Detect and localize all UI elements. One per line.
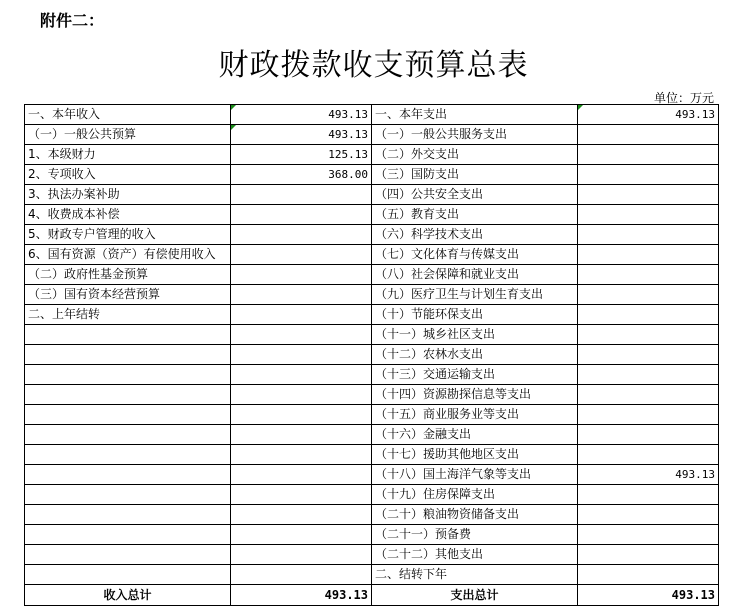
- income-label-cell[interactable]: [25, 525, 231, 545]
- expense-value-cell[interactable]: [578, 545, 719, 565]
- expense-label-cell[interactable]: [372, 245, 578, 265]
- expense-label-cell[interactable]: [372, 125, 578, 145]
- table-row: [25, 365, 719, 385]
- expense-label-cell[interactable]: [372, 285, 578, 305]
- table-row: [25, 465, 719, 485]
- income-label: （二）政府性基金预算: [28, 267, 149, 281]
- table-row: [25, 345, 719, 365]
- expense-total-value[interactable]: 493.13: [578, 585, 719, 606]
- income-value-cell[interactable]: [231, 445, 372, 465]
- table-row: [25, 265, 719, 285]
- expense-label-cell[interactable]: [372, 145, 578, 165]
- table-row: [25, 425, 719, 445]
- table-row: [25, 525, 719, 545]
- expense-label: （十七）援助其他地区支出: [375, 447, 520, 461]
- table-row: [25, 185, 719, 205]
- income-label: 二、上年结转: [28, 307, 101, 321]
- expense-value-cell[interactable]: [578, 525, 719, 545]
- income-label-cell[interactable]: [25, 405, 231, 425]
- income-label-cell[interactable]: [25, 425, 231, 445]
- expense-label-cell[interactable]: [372, 485, 578, 505]
- expense-label: 二、结转下年: [375, 567, 448, 581]
- expense-value-cell[interactable]: [578, 125, 719, 145]
- table-row: [25, 545, 719, 565]
- expense-value-cell[interactable]: [578, 565, 719, 585]
- expense-label-cell[interactable]: [372, 345, 578, 365]
- expense-total-label[interactable]: 支出总计: [372, 585, 578, 606]
- income-label-cell[interactable]: [25, 185, 231, 205]
- expense-label-cell[interactable]: [372, 425, 578, 445]
- income-label-cell[interactable]: [25, 205, 231, 225]
- income-value-cell[interactable]: [231, 365, 372, 385]
- income-value-cell[interactable]: [231, 325, 372, 345]
- income-label-cell[interactable]: [25, 225, 231, 245]
- expense-label: （十九）住房保障支出: [375, 487, 496, 501]
- income-value-cell[interactable]: [231, 245, 372, 265]
- income-value: 125.13: [328, 148, 368, 161]
- table-row: [25, 385, 719, 405]
- expense-label-cell[interactable]: [372, 545, 578, 565]
- expense-label: （十六）金融支出: [375, 427, 472, 441]
- income-value-cell[interactable]: [231, 385, 372, 405]
- income-label: 3、执法办案补助: [28, 187, 120, 201]
- income-value-cell[interactable]: [231, 225, 372, 245]
- expense-label: （六）科学技术支出: [375, 227, 484, 241]
- expense-label: （五）教育支出: [375, 207, 460, 221]
- expense-label-cell[interactable]: [372, 525, 578, 545]
- expense-value-cell[interactable]: [578, 325, 719, 345]
- income-label: 4、收费成本补偿: [28, 207, 120, 221]
- income-label-cell[interactable]: [25, 285, 231, 305]
- table-row: [25, 565, 719, 585]
- income-label-cell[interactable]: [25, 385, 231, 405]
- expense-label-cell[interactable]: [372, 105, 578, 125]
- expense-label-cell[interactable]: [372, 565, 578, 585]
- expense-value-cell[interactable]: [578, 445, 719, 465]
- expense-value-cell[interactable]: [578, 305, 719, 325]
- income-value-cell[interactable]: [231, 345, 372, 365]
- expense-label: （十）节能环保支出: [375, 307, 484, 321]
- income-value-cell[interactable]: [231, 465, 372, 485]
- income-value-cell[interactable]: [231, 125, 372, 145]
- expense-label: （二）外交支出: [375, 147, 460, 161]
- income-label: （一）一般公共预算: [28, 127, 137, 141]
- expense-label-cell[interactable]: [372, 305, 578, 325]
- expense-value: 493.13: [675, 468, 715, 481]
- expense-label-cell[interactable]: [372, 365, 578, 385]
- expense-label-cell[interactable]: [372, 445, 578, 465]
- expense-label-cell[interactable]: [372, 505, 578, 525]
- cell-marker-icon: [231, 125, 236, 130]
- income-label-cell[interactable]: [25, 245, 231, 265]
- expense-value-cell[interactable]: [578, 365, 719, 385]
- income-label: 2、专项收入: [28, 167, 96, 181]
- expense-value: 493.13: [675, 108, 715, 121]
- income-label: 5、财政专户管理的收入: [28, 227, 156, 241]
- expense-value-cell[interactable]: [578, 505, 719, 525]
- income-label-cell[interactable]: [25, 305, 231, 325]
- income-label-cell[interactable]: [25, 165, 231, 185]
- cell-marker-icon: [578, 105, 583, 110]
- expense-value-cell[interactable]: [578, 465, 719, 485]
- expense-label: （二十二）其他支出: [375, 547, 484, 561]
- expense-label: （十三）交通运输支出: [375, 367, 496, 381]
- table-row: [25, 285, 719, 305]
- income-value-cell[interactable]: [231, 145, 372, 165]
- expense-label: （十八）国土海洋气象等支出: [375, 467, 532, 481]
- cell-marker-icon: [231, 105, 236, 110]
- income-value-cell[interactable]: [231, 505, 372, 525]
- expense-value-cell[interactable]: [578, 225, 719, 245]
- income-total-label[interactable]: 收入总计: [25, 585, 231, 606]
- income-value-cell[interactable]: [231, 545, 372, 565]
- income-value-cell[interactable]: [231, 525, 372, 545]
- table-row: [25, 305, 719, 325]
- expense-value-cell[interactable]: [578, 145, 719, 165]
- income-label-cell[interactable]: [25, 145, 231, 165]
- attachment-label: 附件二：: [40, 11, 105, 30]
- income-value-cell[interactable]: [231, 105, 372, 125]
- income-value-cell[interactable]: [231, 185, 372, 205]
- income-label-cell[interactable]: [25, 365, 231, 385]
- expense-value-cell[interactable]: [578, 425, 719, 445]
- income-label: 1、本级财力: [28, 147, 96, 161]
- income-value-cell[interactable]: [231, 285, 372, 305]
- income-value: 368.00: [328, 168, 368, 181]
- expense-value-cell[interactable]: [578, 345, 719, 365]
- expense-value-cell[interactable]: [578, 285, 719, 305]
- expense-value-cell[interactable]: [578, 245, 719, 265]
- expense-value-cell[interactable]: [578, 485, 719, 505]
- income-value-cell[interactable]: [231, 565, 372, 585]
- expense-value-cell[interactable]: [578, 185, 719, 205]
- income-label-cell[interactable]: [25, 505, 231, 525]
- expense-label: （七）文化体育与传媒支出: [375, 247, 520, 261]
- income-label-cell[interactable]: [25, 445, 231, 465]
- income-label-cell[interactable]: [25, 265, 231, 285]
- table-row: [25, 505, 719, 525]
- expense-label: 一、本年支出: [375, 107, 448, 121]
- table-row: [25, 325, 719, 345]
- income-label-cell[interactable]: [25, 565, 231, 585]
- income-label: 6、国有资源（资产）有偿使用收入: [28, 247, 216, 261]
- income-value-cell[interactable]: [231, 485, 372, 505]
- expense-label-cell[interactable]: [372, 325, 578, 345]
- expense-label: （十四）资源勘探信息等支出: [375, 387, 532, 401]
- page-title: 财政拨款收支预算总表: [218, 48, 529, 83]
- expense-value-cell[interactable]: [578, 405, 719, 425]
- income-value-cell[interactable]: [231, 205, 372, 225]
- expense-label: （四）公共安全支出: [375, 187, 484, 201]
- expense-label-cell[interactable]: [372, 405, 578, 425]
- expense-label: （十二）农林水支出: [375, 347, 484, 361]
- table-row: [25, 445, 719, 465]
- table-row: [25, 165, 719, 185]
- expense-value-cell[interactable]: [578, 265, 719, 285]
- income-total-value[interactable]: 493.13: [231, 585, 372, 606]
- income-label-cell[interactable]: [25, 125, 231, 145]
- income-value-cell[interactable]: [231, 425, 372, 445]
- income-label-cell[interactable]: [25, 105, 231, 125]
- totals-row: [25, 585, 719, 606]
- table-row: [25, 225, 719, 245]
- expense-label: （二十）粮油物资储备支出: [375, 507, 520, 521]
- table-row: [25, 245, 719, 265]
- budget-table: [24, 104, 719, 606]
- income-label-cell[interactable]: [25, 325, 231, 345]
- expense-label-cell[interactable]: [372, 185, 578, 205]
- table-row: [25, 485, 719, 505]
- expense-label: （一）一般公共服务支出: [375, 127, 508, 141]
- income-label-cell[interactable]: [25, 465, 231, 485]
- income-label: 一、本年收入: [28, 107, 101, 121]
- expense-label: （三）国防支出: [375, 167, 460, 181]
- income-label: （三）国有资本经营预算: [28, 287, 161, 301]
- income-value-cell[interactable]: [231, 405, 372, 425]
- expense-label: （十五）商业服务业等支出: [375, 407, 520, 421]
- table-row: [25, 125, 719, 145]
- expense-label: （九）医疗卫生与计划生育支出: [375, 287, 544, 301]
- expense-value-cell[interactable]: [578, 105, 719, 125]
- income-value-cell[interactable]: [231, 305, 372, 325]
- budget-table-body: [25, 105, 719, 606]
- expense-label-cell[interactable]: [372, 465, 578, 485]
- expense-label-cell[interactable]: [372, 205, 578, 225]
- unit-label: 单位：万元: [653, 91, 714, 105]
- expense-label-cell[interactable]: [372, 265, 578, 285]
- expense-value-cell[interactable]: [578, 385, 719, 405]
- expense-label-cell[interactable]: [372, 225, 578, 245]
- table-row: [25, 405, 719, 425]
- table-row: [25, 205, 719, 225]
- income-label-cell[interactable]: [25, 485, 231, 505]
- expense-label-cell[interactable]: [372, 165, 578, 185]
- expense-label: （八）社会保障和就业支出: [375, 267, 520, 281]
- expense-label: （二十一）预备费: [375, 527, 472, 541]
- expense-value-cell[interactable]: [578, 165, 719, 185]
- income-value-cell[interactable]: [231, 265, 372, 285]
- expense-label-cell[interactable]: [372, 385, 578, 405]
- table-row: [25, 145, 719, 165]
- income-value-cell[interactable]: [231, 165, 372, 185]
- income-label-cell[interactable]: [25, 545, 231, 565]
- income-label-cell[interactable]: [25, 345, 231, 365]
- income-value: 493.13: [328, 128, 368, 141]
- income-value: 493.13: [328, 108, 368, 121]
- expense-label: （十一）城乡社区支出: [375, 327, 496, 341]
- table-row: [25, 105, 719, 125]
- expense-value-cell[interactable]: [578, 205, 719, 225]
